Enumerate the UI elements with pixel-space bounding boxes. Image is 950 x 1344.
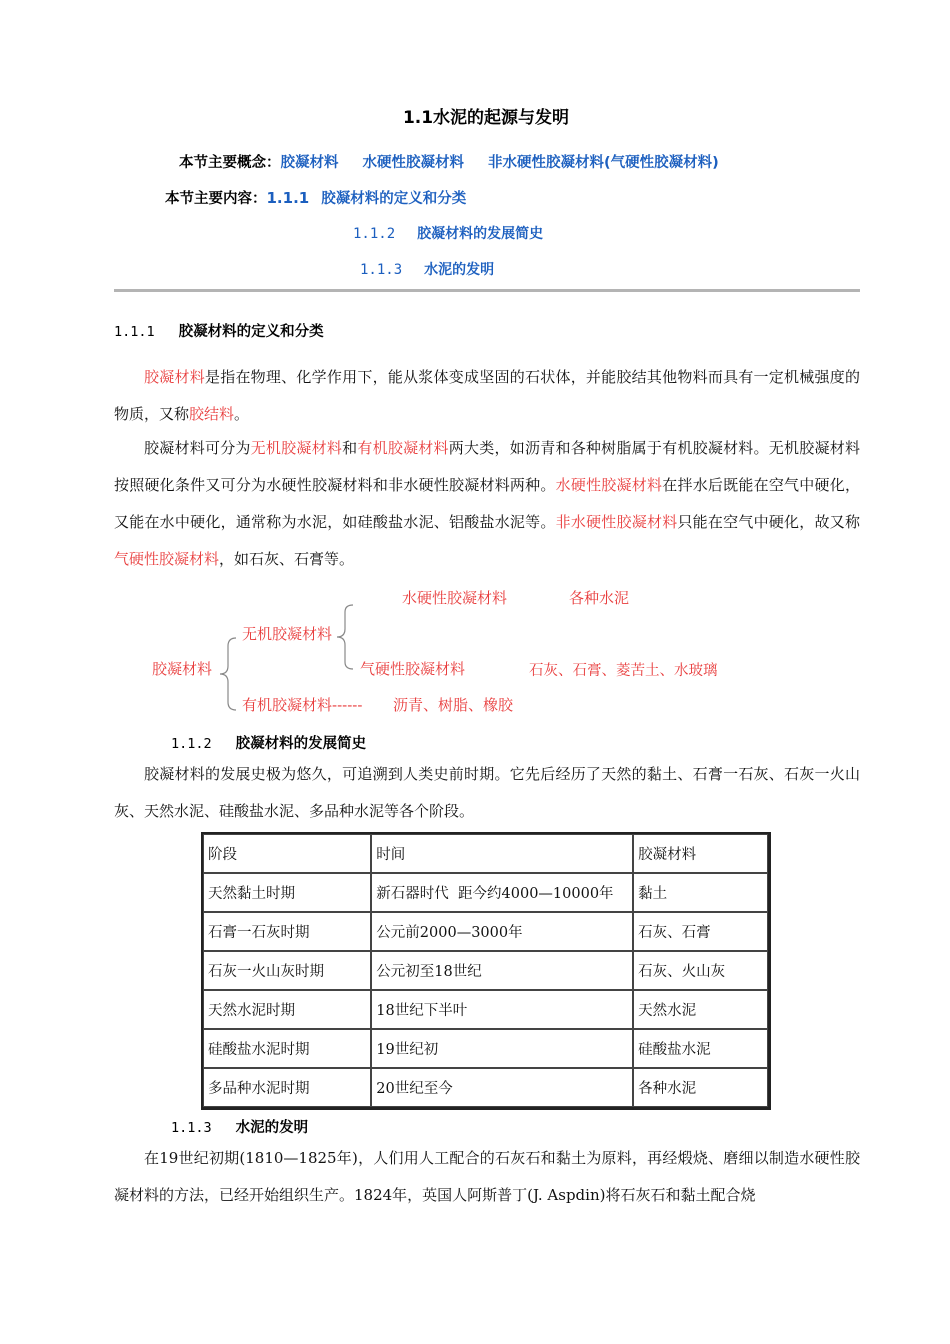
term-hydraulic: 水硬性胶凝材料 — [555, 476, 663, 494]
page-title: 1.1水泥的起源与发明 — [402, 108, 570, 128]
table-cell: 硅酸盐水泥时期 — [203, 1029, 371, 1068]
term-cementitious: 胶凝材料 — [144, 368, 205, 386]
table-cell: 各种水泥 — [633, 1068, 768, 1107]
table-header-row — [203, 834, 768, 873]
section-1-heading — [114, 320, 324, 341]
concepts-label: 本节主要概念： — [179, 155, 281, 171]
table-row — [203, 1029, 768, 1068]
section-2-title: 胶凝材料的发展简史 — [235, 736, 367, 752]
table-cell: 硅酸盐水泥 — [633, 1029, 768, 1068]
definition-paragraph: 胶凝材料是指在物理、化学作用下，能从浆体变成坚固的石状体，并能胶结其他物料而具有一定机械强度的物质，又称胶结料。 — [114, 368, 860, 423]
table-cell: 多品种水泥时期 — [203, 1068, 371, 1107]
history-paragraph: 胶凝材料的发展史极为悠久，可追溯到人类史前时期。它先后经历了天然的黏土、石膏一石灰、石灰一火山灰、天然水泥、硅酸盐水泥、多品种水泥等各个阶段。 — [114, 765, 860, 820]
brace-inorganic-icon — [333, 603, 357, 671]
concept-link-3[interactable]: 非水硬性胶凝材料(气硬性胶凝材料) — [488, 155, 719, 171]
contents-link-3[interactable]: 水泥的发明 — [424, 262, 495, 278]
classification-paragraph: 胶凝材料可分为无机胶凝材料和有机胶凝材料两大类，如沥青和各种树脂属于有机胶凝材料。无机胶凝材料按照硬化条件又可分为水硬性胶凝材料和非水硬性胶凝材料两种。水硬性胶凝材料在拌水后既能在空气中硬化，又能在水中硬化，通常称为水泥，如硅酸盐水泥、铝酸盐水泥等。非水硬性胶凝材料只能在空气中硬化，故又称气硬性胶凝材料，如石灰、石膏等。 — [114, 439, 860, 568]
contents-label: 本节主要内容： — [165, 191, 267, 207]
section-3-heading — [171, 1116, 308, 1137]
tree-air: 气硬性胶凝材料 — [360, 660, 466, 678]
term-organic: 有机胶凝材料 — [357, 439, 449, 457]
table-row — [203, 912, 768, 951]
table-row — [203, 990, 768, 1029]
contents-num-3[interactable]: 1.1.3 — [360, 262, 403, 278]
table-cell: 18世纪下半叶 — [371, 990, 633, 1029]
tree-hydraulic-examples: 各种水泥 — [569, 589, 630, 607]
term-binder: 胶结料 — [189, 405, 235, 423]
table-row — [203, 1068, 768, 1107]
table-cell: 20世纪至今 — [371, 1068, 633, 1107]
term-inorganic: 无机胶凝材料 — [250, 439, 343, 457]
table-cell: 天然黏土时期 — [203, 873, 371, 912]
section-2-heading — [171, 732, 366, 753]
contents-num-2[interactable]: 1.1.2 — [353, 226, 396, 242]
contents-line-2[interactable] — [353, 223, 543, 243]
table-header-cell: 胶凝材料 — [633, 834, 768, 873]
table-header-cell: 时间 — [371, 834, 633, 873]
tree-inorganic: 无机胶凝材料 — [242, 625, 333, 643]
section-1-num: 1.1.1 — [114, 324, 155, 340]
table-row — [203, 951, 768, 990]
table-cell: 天然水泥时期 — [203, 990, 371, 1029]
table-cell: 新石器时代 距今约4000—10000年 — [371, 873, 633, 912]
concept-link-1[interactable]: 胶凝材料 — [280, 155, 339, 171]
table-cell: 天然水泥 — [633, 990, 768, 1029]
contents-link-1[interactable]: 胶凝材料的定义和分类 — [321, 191, 467, 207]
concepts-line — [179, 151, 719, 172]
table-cell: 公元初至18世纪 — [371, 951, 633, 990]
history-table — [201, 832, 771, 1110]
table-cell: 石灰一火山灰时期 — [203, 951, 371, 990]
tree-hydraulic: 水硬性胶凝材料 — [402, 589, 508, 607]
table-row — [203, 873, 768, 912]
contents-line-1 — [165, 187, 466, 208]
brace-root-icon — [214, 636, 240, 712]
section-divider — [114, 289, 860, 292]
table-cell: 公元前2000—3000年 — [371, 912, 633, 951]
contents-link-2[interactable]: 胶凝材料的发展简史 — [417, 226, 544, 242]
term-air-hardening: 气硬性胶凝材料 — [114, 550, 220, 568]
tree-air-examples: 石灰、石膏、菱苦土、水玻璃 — [529, 663, 718, 679]
section-3-title: 水泥的发明 — [235, 1120, 309, 1136]
invention-paragraph: 在19世纪初期(1810—1825年)，人们用人工配合的石灰石和黏土为原料，再经煅烧、磨细以制造水硬性胶凝材料的方法，已经开始组织生产。1824年，英国人阿斯普丁(J. Aspdin)将石灰石和黏土配合烧 — [114, 1149, 860, 1204]
table-header-cell: 阶段 — [203, 834, 371, 873]
contents-num-1[interactable]: 1.1.1 — [266, 189, 310, 207]
table-cell: 石膏一石灰时期 — [203, 912, 371, 951]
section-1-title: 胶凝材料的定义和分类 — [178, 324, 324, 340]
section-3-num: 1.1.3 — [171, 1120, 212, 1136]
contents-line-3[interactable] — [360, 259, 494, 279]
tree-organic-examples: 沥青、树脂、橡胶 — [393, 696, 514, 714]
table-cell: 石灰、石膏 — [633, 912, 768, 951]
table-cell: 黏土 — [633, 873, 768, 912]
term-non-hydraulic: 非水硬性胶凝材料 — [555, 513, 678, 531]
concept-link-2[interactable]: 水硬性胶凝材料 — [362, 155, 464, 171]
tree-organic: 有机胶凝材料------ — [242, 696, 363, 714]
table-cell: 石灰、火山灰 — [633, 951, 768, 990]
section-2-num: 1.1.2 — [171, 736, 212, 752]
tree-root: 胶凝材料 — [152, 660, 213, 678]
table-cell: 19世纪初 — [371, 1029, 633, 1068]
